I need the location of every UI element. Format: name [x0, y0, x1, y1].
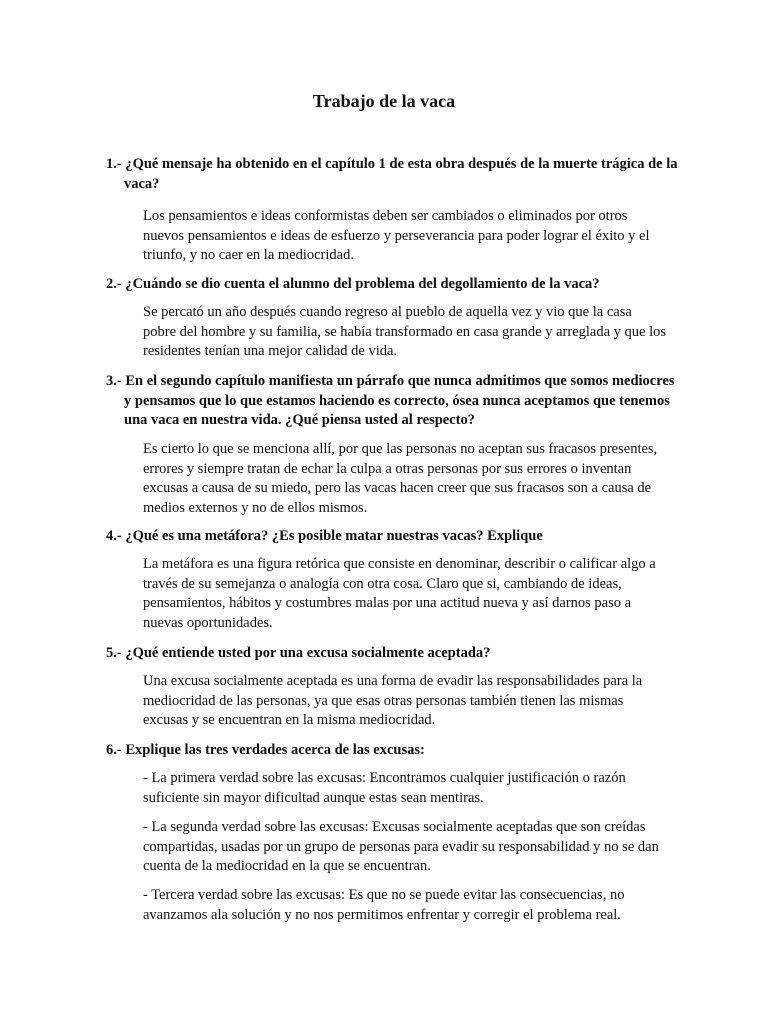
answer-5: Una excusa socialmente aceptada es una forma de evadir las responsabilidades para la mediocridad de las personas, ya que esas otras personas también tienen las mismas excusas y se encuentran en la misma mediocridad. [143, 673, 643, 728]
answer-1: Los pensamientos e ideas conformistas deben ser cambiados o eliminados por otros nuevos pensamientos e ideas de esfuerzo y perseverancia para poder lograr el éxito y el triunfo, y no caer en la mediocridad. [143, 208, 650, 263]
question-3: 3.- En el segundo capítulo manifiesta un párrafo que nunca admitimos que somos mediocres y pensamos que lo que estamos haciendo es correcto, ósea nunca aceptamos que tenemos una vaca en nuestra vida. ¿Qué piensa usted al respecto? [106, 373, 675, 428]
question-4: 4.- ¿Qué es una metáfora? ¿Es posible matar nuestras vacas? Explique [106, 528, 543, 544]
answer-6-truth-2: - La segunda verdad sobre las excusas: Excusas socialmente aceptadas que son creídas compartidas, usadas por un grupo de personas para evadir su responsabilidad y no se dan cuenta de la mediocridad en la que se encuentran. [143, 819, 659, 874]
answer-6-truth-1: - La primera verdad sobre las excusas: Encontramos cualquier justificación o razón suficiente sin mayor dificultad aunque estas sean mentiras. [143, 770, 626, 806]
question-2: 2.- ¿Cuándo se dio cuenta el alumno del problema del degollamiento de la vaca? [106, 276, 600, 292]
question-1: 1.- ¿Qué mensaje ha obtenido en el capítulo 1 de esta obra después de la muerte trágica de la vaca? [106, 156, 678, 192]
answer-6-truth-3: - Tercera verdad sobre las excusas: Es que no se puede evitar las consecuencias, no avanzamos ala solución y no nos permitimos enfrentar y corregir el problema real. [143, 887, 625, 923]
answer-4: La metáfora es una figura retórica que consiste en denominar, describir o calificar algo a través de su semejanza o analogía con otra cosa. Claro que si, cambiando de ideas, pensamientos, hábitos y costumbres malas por una actitud nueva y así darnos paso a nuevas oportunidades. [143, 556, 656, 631]
question-5: 5.- ¿Qué entiende usted por una excusa socialmente aceptada? [106, 645, 491, 661]
answer-3: Es cierto lo que se menciona allí, por que las personas no aceptan sus fracasos presentes, errores y siempre tratan de echar la culpa a otras personas por sus errores o inventan excusas a causa de su miedo, pero las vacas hacen creer que sus fracasos son a causa de medios externos y no de ellos mismos. [143, 441, 658, 516]
document-title: Trabajo de la vaca [312, 91, 456, 111]
question-6: 6.- Explique las tres verdades acerca de las excusas: [106, 742, 425, 758]
answer-2: Se percató un año después cuando regreso al pueblo de aquella vez y vio que la casa pobre del hombre y su familia, se había transformado en casa grande y arreglada y que los residentes tenían una mejor calidad de vida. [143, 304, 667, 359]
